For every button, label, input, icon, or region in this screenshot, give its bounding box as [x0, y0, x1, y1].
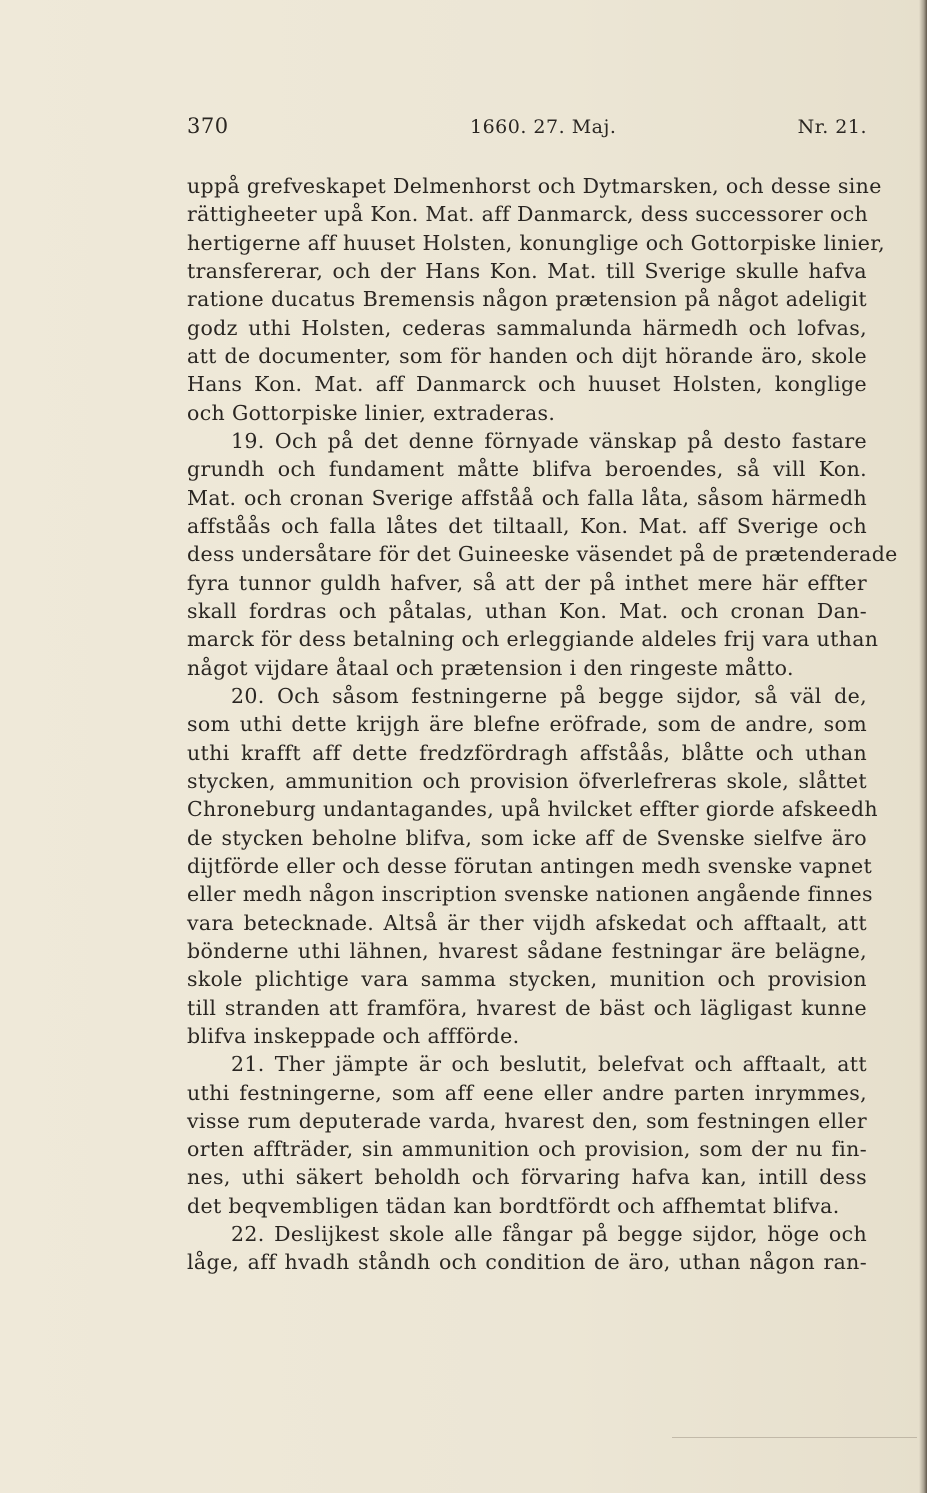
text-line: uppå grefveskapet Delmenhorst och Dytmarsken, och desse sine [187, 174, 882, 198]
text-line: och Gottorpiske linier, extraderas. [187, 400, 556, 425]
text-line: marck för dess betalning och erleggiande aldeles frij vara uthan [187, 627, 879, 652]
text-line: blifva inskeppade och affförde. [187, 1023, 520, 1048]
body-text [187, 172, 898, 1277]
text-line: det beqvembligen tädan kan bordtfördt och affhemtat blifva. [187, 1193, 840, 1218]
text-line: Chroneburg undantagandes, upå hvilcket effter giorde afskeedh [187, 797, 878, 822]
running-title: 1660. 27. Maj. [470, 116, 617, 138]
text-line: något vijdare åtaal och prætension i den ringeste måtto. [187, 655, 794, 680]
text-line: skole plichtige vara samma stycken, munition och provision [187, 967, 867, 992]
binding-edge-shadow [919, 0, 927, 1493]
text-line: Hans Kon. Mat. aff Danmarck och huuset Holsten, konglige [187, 372, 867, 397]
text-line: dess undersåtare för det Guineeske väsendet på de prætenderade [187, 542, 898, 567]
text-line: rättigheeter upå Kon. Mat. aff Danmarck, dess successorer och [187, 202, 869, 227]
text-line: stycken, ammunition och provision öfverlefreras skole, slåttet [187, 768, 867, 793]
text-line: uthi krafft aff dette fredzfördragh affståås, blåtte och uthan [187, 740, 867, 765]
text-line: ratione ducatus Bremensis någon prætension på något adeligit [187, 287, 867, 312]
paragraph-22-start: 22. Deslijkest skole alle fångar på begge sijdor, höge och [231, 1222, 867, 1247]
text-line: hertigerne aff huuset Holsten, konunglige och Gottorpiske linier, [187, 230, 886, 255]
text-line: affståås och falla låtes det tiltaall, Kon. Mat. aff Sverige och [187, 513, 867, 538]
page-edge-mark [672, 1437, 917, 1438]
document-number: Nr. 21. [797, 116, 867, 138]
page-header [187, 116, 867, 148]
text-line: skall fordras och påtalas, uthan Kon. Mat. och cronan Dan- [187, 598, 867, 623]
text-line: visse rum deputerade varda, hvarest den, som festningen eller [187, 1108, 867, 1133]
text-line: att de documenter, som för handen och dijt hörande äro, skole [187, 343, 867, 368]
text-line: orten affträder, sin ammunition och provision, som der nu fin- [187, 1137, 867, 1162]
paragraph-20-start: 20. Och såsom festningerne på begge sijdor, så väl de, [231, 683, 867, 708]
text-line: nes, uthi säkert beholdh och förvaring hafva kan, intill dess [187, 1165, 867, 1190]
text-line: grundh och fundament måtte blifva beroendes, så vill Kon. [187, 457, 867, 482]
paragraph-19-start: 19. Och på det denne förnyade vänskap på desto fastare [231, 428, 867, 453]
text-line: Mat. och cronan Sverige affståå och falla låta, såsom härmedh [187, 485, 867, 510]
text-line: låge, aff hvadh ståndh och condition de äro, uthan någon ran- [187, 1250, 867, 1275]
paragraph-21-start: 21. Ther jämpte är och beslutit, belefvat och afftaalt, att [231, 1052, 867, 1077]
text-line: fyra tunnor guldh hafver, så att der på inthet mere här effter [187, 570, 867, 595]
text-line: eller medh någon inscription svenske nationen angående finnes [187, 882, 873, 907]
text-line: godz uthi Holsten, cederas sammalunda härmedh och lofvas, [187, 315, 867, 340]
text-line: vara betecknade. Altså är ther vijdh afskedat och afftaalt, att [187, 910, 867, 935]
text-line: transfererar, och der Hans Kon. Mat. till Sverige skulle hafva [187, 258, 867, 283]
page-number: 370 [187, 114, 229, 138]
text-line: som uthi dette krijgh äre blefne eröfrade, som de andre, som [187, 712, 867, 737]
text-line: till stranden att framföra, hvarest de bäst och lägligast kunne [187, 995, 867, 1020]
text-line: dijtförde eller och desse förutan antingen medh svenske vapnet [187, 853, 873, 878]
text-line: de stycken beholne blifva, som icke aff de Svenske sielfve äro [187, 825, 867, 850]
text-line: bönderne uthi lähnen, hvarest sådane festningar äre belägne, [187, 938, 867, 963]
text-line: uthi festningerne, som aff eene eller andre parten inrymmes, [187, 1080, 867, 1105]
